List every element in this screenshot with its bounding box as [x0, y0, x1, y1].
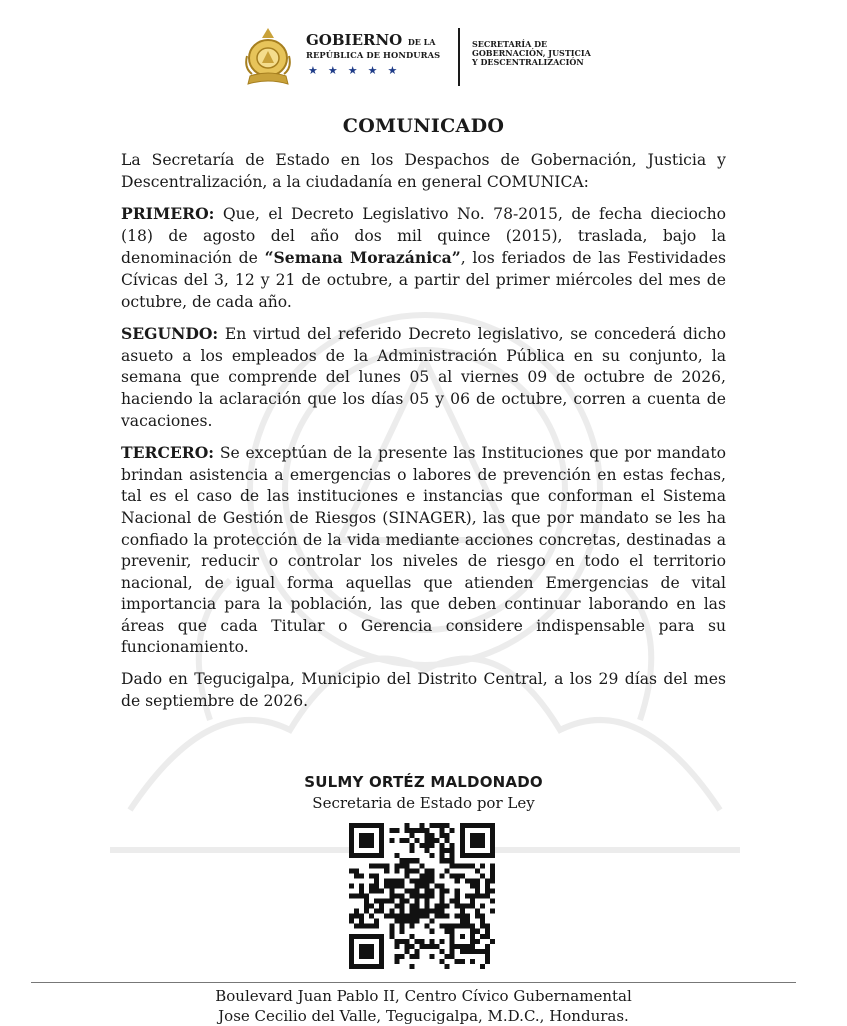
- footer-address: [0, 986, 847, 1026]
- primero-text-a: Que, el Decreto Legislativo No. 78-2015, de fecha dieciocho (18) de agosto del año dos mil quince (2015), traslada, bajo la denominación de: [121, 205, 726, 268]
- government-name: [306, 32, 456, 77]
- qr-code-icon[interactable]: [349, 823, 495, 969]
- stars-icon: ★★★★★: [308, 64, 408, 77]
- closing-paragraph: Dado en Tegucigalpa, Municipio del Distrito Central, a los 29 días del mes de septiembre de 2026.: [121, 670, 726, 710]
- dept-line: SECRETARÍA DE: [472, 39, 548, 49]
- dept-line: GOBERNACIÓN, JUSTICIA: [472, 47, 591, 58]
- document-body: [121, 150, 726, 722]
- gov-title-small: DE LA: [407, 37, 436, 47]
- coat-of-arms-icon: [244, 26, 292, 88]
- primero-paragraph: [121, 203, 726, 313]
- gov-subtitle: REPÚBLICA DE HONDURAS: [306, 50, 441, 60]
- footer-line-2: Jose Cecilio del Valle, Tegucigalpa, M.D.C., Honduras.: [218, 1007, 629, 1025]
- semana-morazanica: “Semana Morazánica”: [264, 248, 461, 268]
- signer-name: SULMY ORTÉZ MALDONADO: [304, 773, 543, 791]
- header-divider: [458, 28, 460, 86]
- tercero-text: Se exceptúan de la presente las Instituciones que por mandato brindan asistencia a emergencias o labores de prevención en estas fechas, tal es el caso de las instituciones e instancias que conforman el Sistema Nacional de Gestión de Riesgos (SINAGER), las que por mandato se les ha confiado la protección de la vida mediante acciones concretas, destinadas a prevenir, reducir o controlar los niveles de riesgo en todo el territorio nacional, de igual forma aquellas que atienden Emergencias de vital importancia para la población, las que deben continuar laborando en las áreas que cada Titular o Gerencia considere indispensable para su funcionamiento.: [121, 444, 726, 657]
- footer-divider: [31, 982, 796, 983]
- dept-line: Y DESCENTRALIZACIÓN: [472, 56, 584, 67]
- intro-paragraph: La Secretaría de Estado en los Despachos de Gobernación, Justicia y Descentralización, a la ciudadanía en general COMUNICA:: [121, 151, 726, 191]
- segundo-text: En virtud del referido Decreto legislativo, se concederá dicho asueto a los empleados de la Administración Pública en su conjunto, la semana que comprende del lunes 05 al viernes 09 de octubre de 2026, haciendo la aclaración que los días 05 y 06 de octubre, corren a cuenta de vacaciones.: [121, 325, 726, 430]
- primero-text-b: , los feriados de las Festividades Cívicas del 3, 12 y 21 de octubre, a partir del primer miércoles del mes de octubre, de cada año.: [121, 249, 726, 311]
- letterhead: [244, 26, 644, 90]
- gov-title: GOBIERNO: [306, 31, 403, 49]
- segundo-label: SEGUNDO:: [121, 324, 219, 344]
- tercero-paragraph: [121, 442, 726, 659]
- segundo-paragraph: [121, 323, 726, 432]
- tercero-label: TERCERO:: [121, 443, 215, 463]
- department-name: [472, 40, 591, 67]
- document-title: COMUNICADO: [342, 115, 505, 137]
- signature-block: [0, 773, 847, 812]
- signer-title: Secretaria de Estado por Ley: [312, 794, 535, 812]
- primero-label: PRIMERO:: [121, 204, 215, 224]
- footer-line-1: Boulevard Juan Pablo II, Centro Cívico Gubernamental: [215, 987, 632, 1005]
